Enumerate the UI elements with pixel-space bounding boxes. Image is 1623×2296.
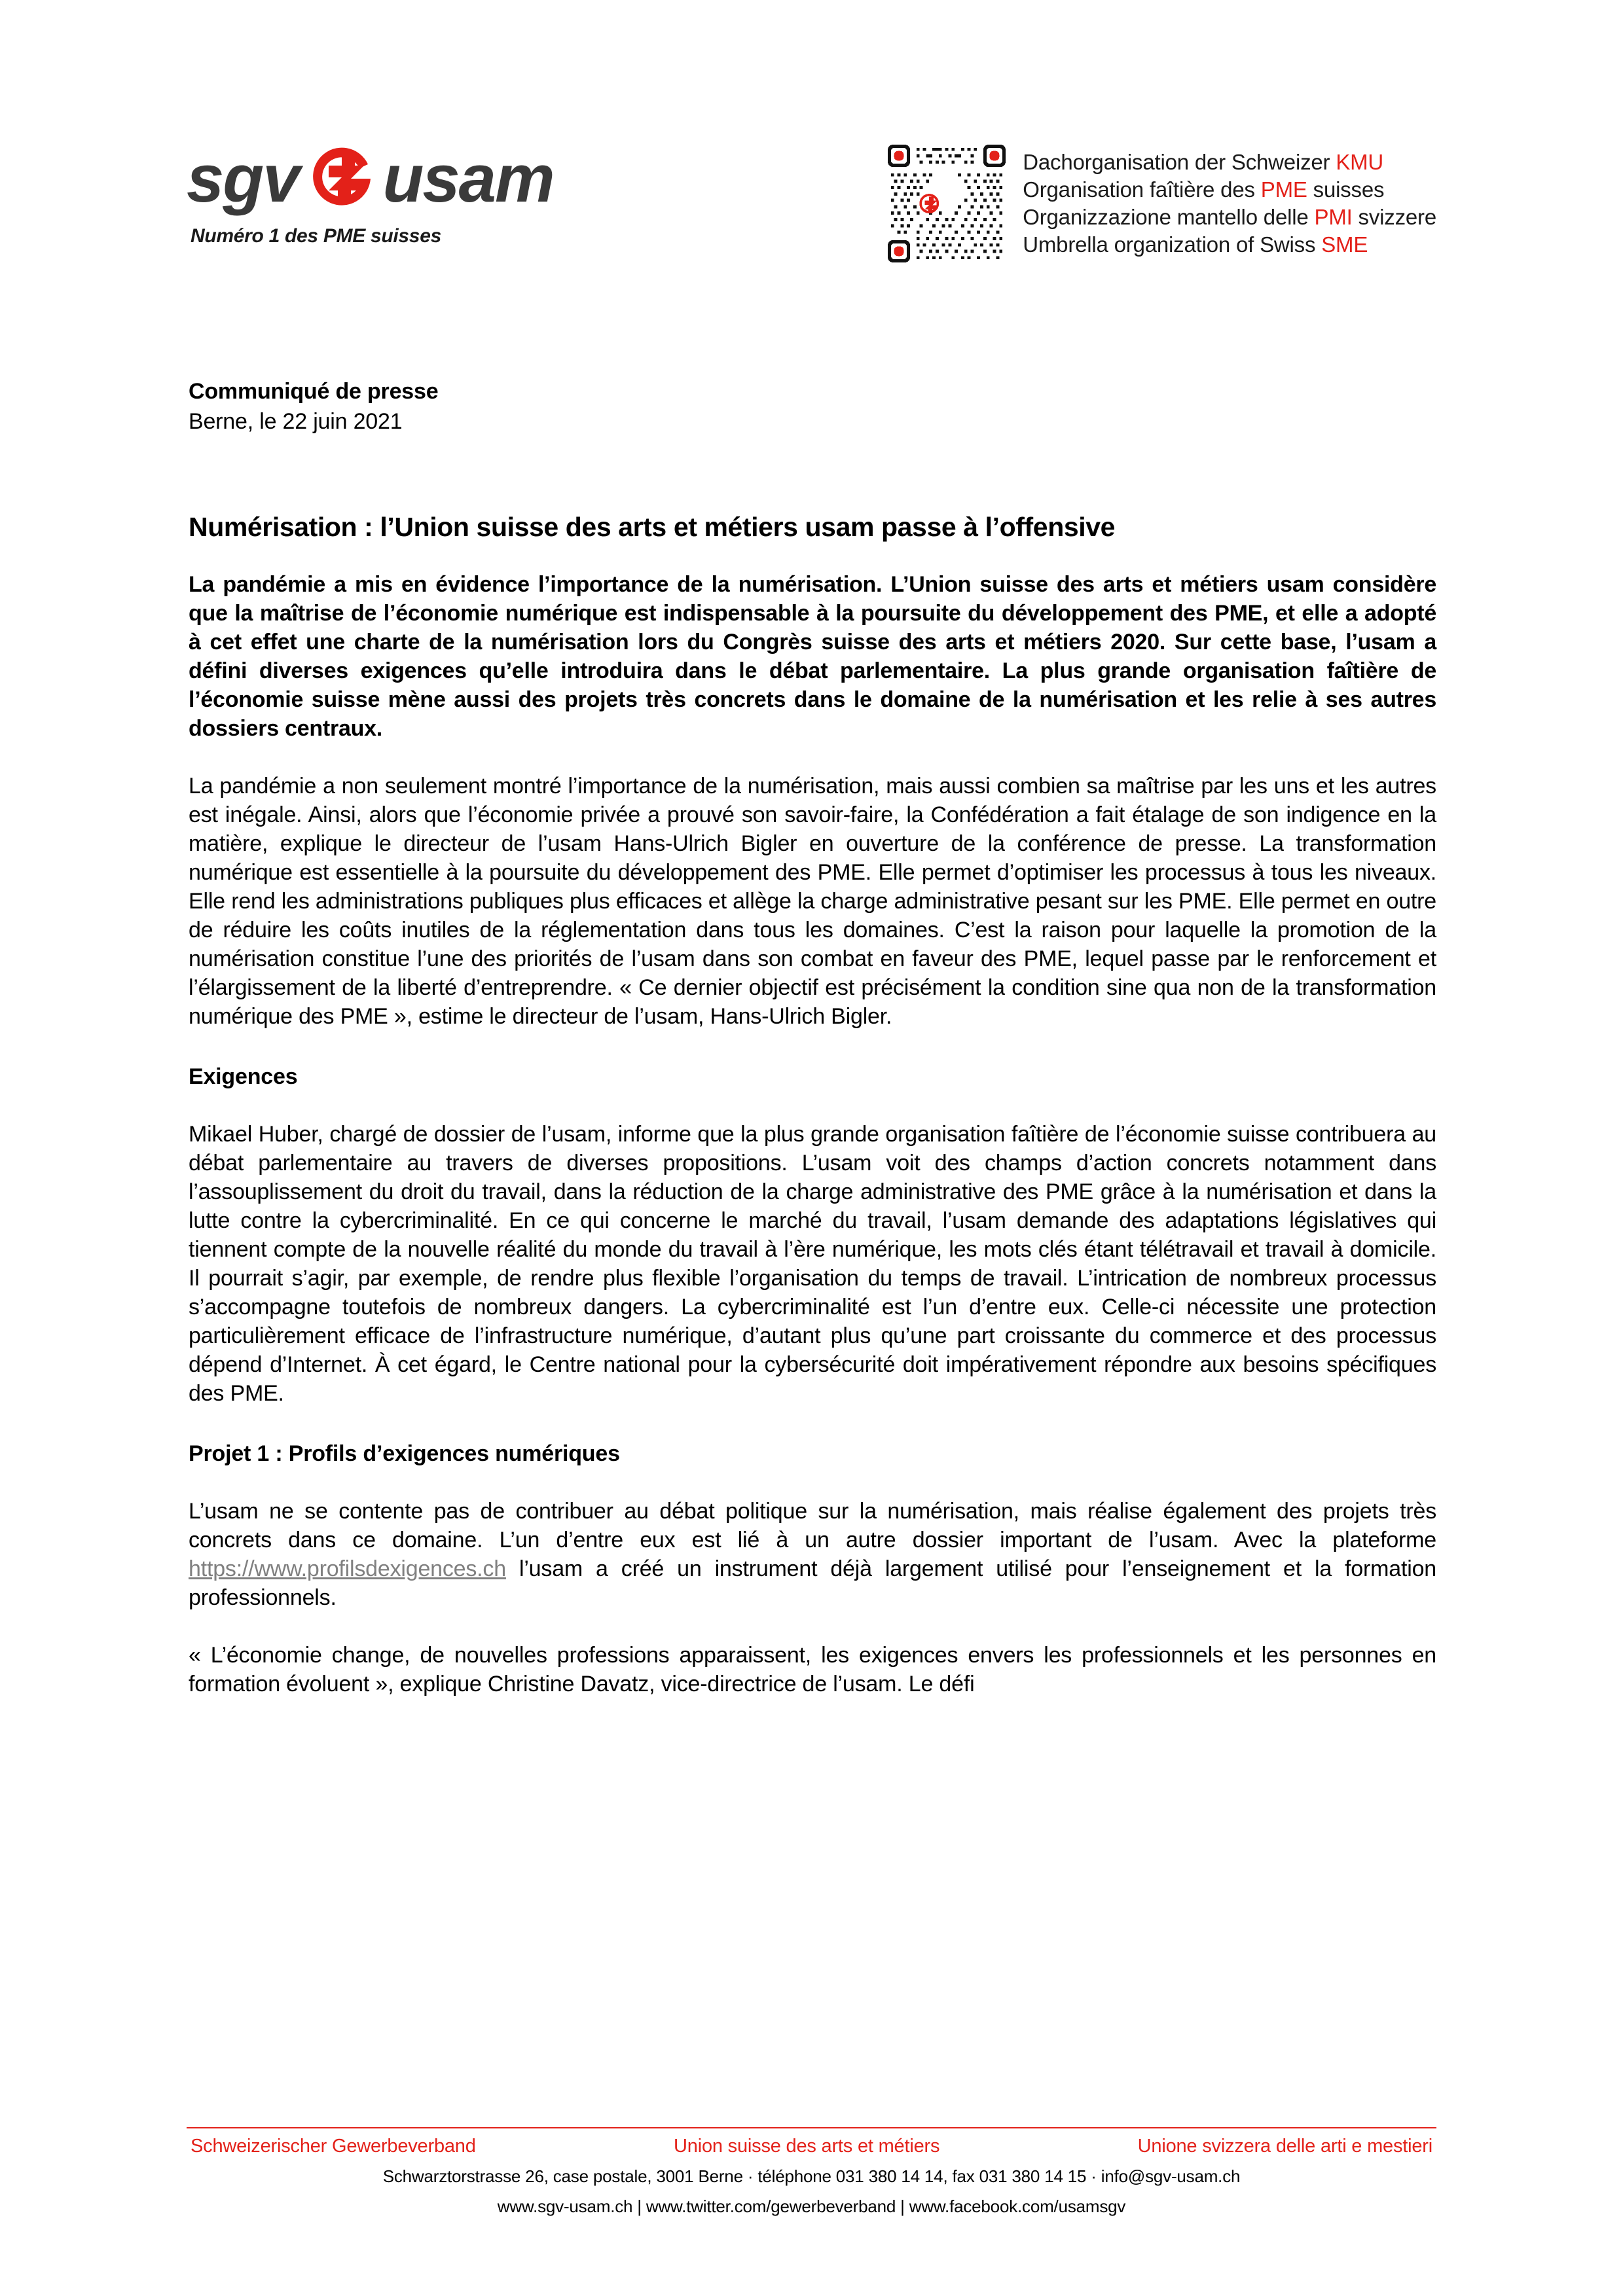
- org-line-fr-text: Organisation faîtière des: [1023, 177, 1261, 202]
- paragraph-2: Mikael Huber, chargé de dossier de l’usam, informe que la plus grande organisation faîtière de l’économie suisse contribuera au débat parlementaire au travers de diverses propositions. L’usam voit des champs d’action concrets notamment dans l’assouplissement du droit du travail, dans la réduction de la charge administrative des PME grâce à la numérisation et dans la lutte contre la cybercriminalité. En ce qui concerne le marché du travail, l’usam demande des adaptations législatives qui tiennent compte de la nouvelle réalité du monde du travail à l’ère numérique, les mots clés étant télétravail et travail à domicile. Il pourrait s’agir, par exemple, de rendre plus flexible l’organisation du temps de travail. L’intrication de nombreux processus s’accompagne toutefois de nombreux dangers. La cybercriminalité est l’un d’entre eux. Celle-ci nécessite une protection particulièrement efficace de l’infrastructure numérique, d’autant plus qu’une part croissante du commerce et des processus dépend d’Internet. À cet égard, le Centre national pour la cybersécurité doit impérativement répondre aux besoins spécifiques des PME.: [189, 1122, 1436, 1406]
- org-line-fr: [1023, 176, 1436, 204]
- paragraph-3: [189, 1497, 1436, 1612]
- org-line-de-highlight: KMU: [1336, 150, 1384, 174]
- document-body: [189, 376, 1436, 1698]
- footer-org-fr: Union suisse des arts et métiers: [674, 2136, 940, 2157]
- section-heading-projet-1: Projet 1 : Profils d’exigences numériques: [189, 1441, 620, 1466]
- paragraph-4: « L’économie change, de nouvelles professions apparaissent, les exigences envers les professionnels et les personnes en formation évoluent », explique Christine Davatz, vice-directrice de l’usam. Le défi: [189, 1643, 1436, 1696]
- usam-logo: [187, 141, 645, 247]
- org-line-it-text: Organizzazione mantello delle: [1023, 205, 1315, 229]
- org-line-de-text: Dachorganisation der Schweizer: [1023, 150, 1336, 174]
- logo-text-usam: usam: [382, 141, 554, 216]
- logo-wordmark: [187, 141, 645, 216]
- org-line-fr-after: suisses: [1307, 177, 1385, 202]
- qr-code: [888, 145, 1006, 262]
- org-line-en: [1023, 231, 1436, 259]
- profilsdexigences-link[interactable]: https://www.profilsdexigences.ch: [189, 1556, 506, 1581]
- paragraph-3-after-link: l’usam a créé un instrument déjà largement utilisé pour l’enseignement et la formation professionnels.: [189, 1556, 1436, 1610]
- org-line-de: [1023, 149, 1436, 176]
- org-line-fr-highlight: PME: [1260, 177, 1307, 202]
- lead-paragraph: La pandémie a mis en évidence l’importance de la numérisation. L’Union suisse des arts et métiers usam considère que la maîtrise de l’économie numérique est indispensable à la poursuite du développement des PME, et elle a adopté à cet effet une charte de la numérisation lors du Congrès suisse des arts et métiers 2020. Sur cette base, l’usam a défini diverses exigences qu’elle introduira dans le débat parlementaire. La plus grande organisation faîtière de l’économie suisse mène aussi des projets très concrets dans le domaine de la numérisation et les relie à ses autres dossiers centraux.: [189, 572, 1436, 741]
- footer-links-line: www.sgv-usam.ch | www.twitter.com/gewerbeverband | www.facebook.com/usamsgv: [497, 2197, 1126, 2216]
- org-line-en-highlight: SME: [1321, 232, 1368, 257]
- organization-header: [888, 145, 1436, 262]
- footer-org-de: Schweizerischer Gewerbeverband: [191, 2136, 476, 2157]
- paragraph-3-before-link: L’usam ne se contente pas de contribuer au débat politique sur la numérisation, mais réalise également des projets très concrets dans ce domaine. L’un d’entre eux est lié à un autre dossier important de l’usam. Avec la plateforme: [189, 1499, 1436, 1552]
- page-title: Numérisation : l’Union suisse des arts et métiers usam passe à l’offensive: [189, 512, 1116, 542]
- footer-organization-names: [187, 2134, 1436, 2159]
- footer-divider: [187, 2127, 1436, 2128]
- swiss-cross-circle-icon: [305, 142, 378, 215]
- logo-tagline: Numéro 1 des PME suisses: [191, 225, 441, 247]
- org-line-en-text: Umbrella organization of Swiss: [1023, 232, 1322, 257]
- footer-contact-line: Schwarztorstrasse 26, case postale, 3001 Berne · téléphone 031 380 14 14, fax 031 380 14 15 · info@sgv-usam.ch: [382, 2166, 1241, 2186]
- paragraph-1: La pandémie a non seulement montré l’importance de la numérisation, mais aussi combien sa maîtrise par les uns et les autres est inégale. Ainsi, alors que l’économie privée a prouvé son savoir-faire, la Confédération a fait étalage de son indigence en la matière, explique le directeur de l’usam Hans-Ulrich Bigler en ouverture de la conférence de presse. La transformation numérique est essentielle à la poursuite du développement des PME. Elle permet d’optimiser les processus à tous les niveaux. Elle rend les administrations publiques plus efficaces et allège la charge administrative pesant sur les PME. Elle permet en outre de réduire les coûts inutiles de la réglementation dans tous les domaines. C’est la raison pour laquelle la promotion de la numérisation constitue l’une des priorités de l’usam dans son combat en faveur des PME, lequel passe par le renforcement et l’élargissement de la liberté d’entreprendre. « Ce dernier objectif est précisément la condition sine qua non de la transformation numérique des PME », estime le directeur de l’usam, Hans-Ulrich Bigler.: [189, 774, 1436, 1029]
- document-type-label: Communiqué de presse: [189, 379, 439, 404]
- section-heading-exigences: Exigences: [189, 1064, 298, 1089]
- document-dateline: Berne, le 22 juin 2021: [189, 409, 403, 434]
- logo-text-sgv: sgv: [187, 141, 299, 216]
- footer-org-it: Unione svizzera delle arti e mestieri: [1137, 2136, 1432, 2157]
- organization-name-lines: [1023, 145, 1436, 259]
- page-header: [187, 141, 1436, 281]
- org-line-it-highlight: PMI: [1314, 205, 1353, 229]
- org-line-it-after: svizzere: [1352, 205, 1436, 229]
- org-line-it: [1023, 204, 1436, 231]
- page-footer: [187, 2127, 1436, 2219]
